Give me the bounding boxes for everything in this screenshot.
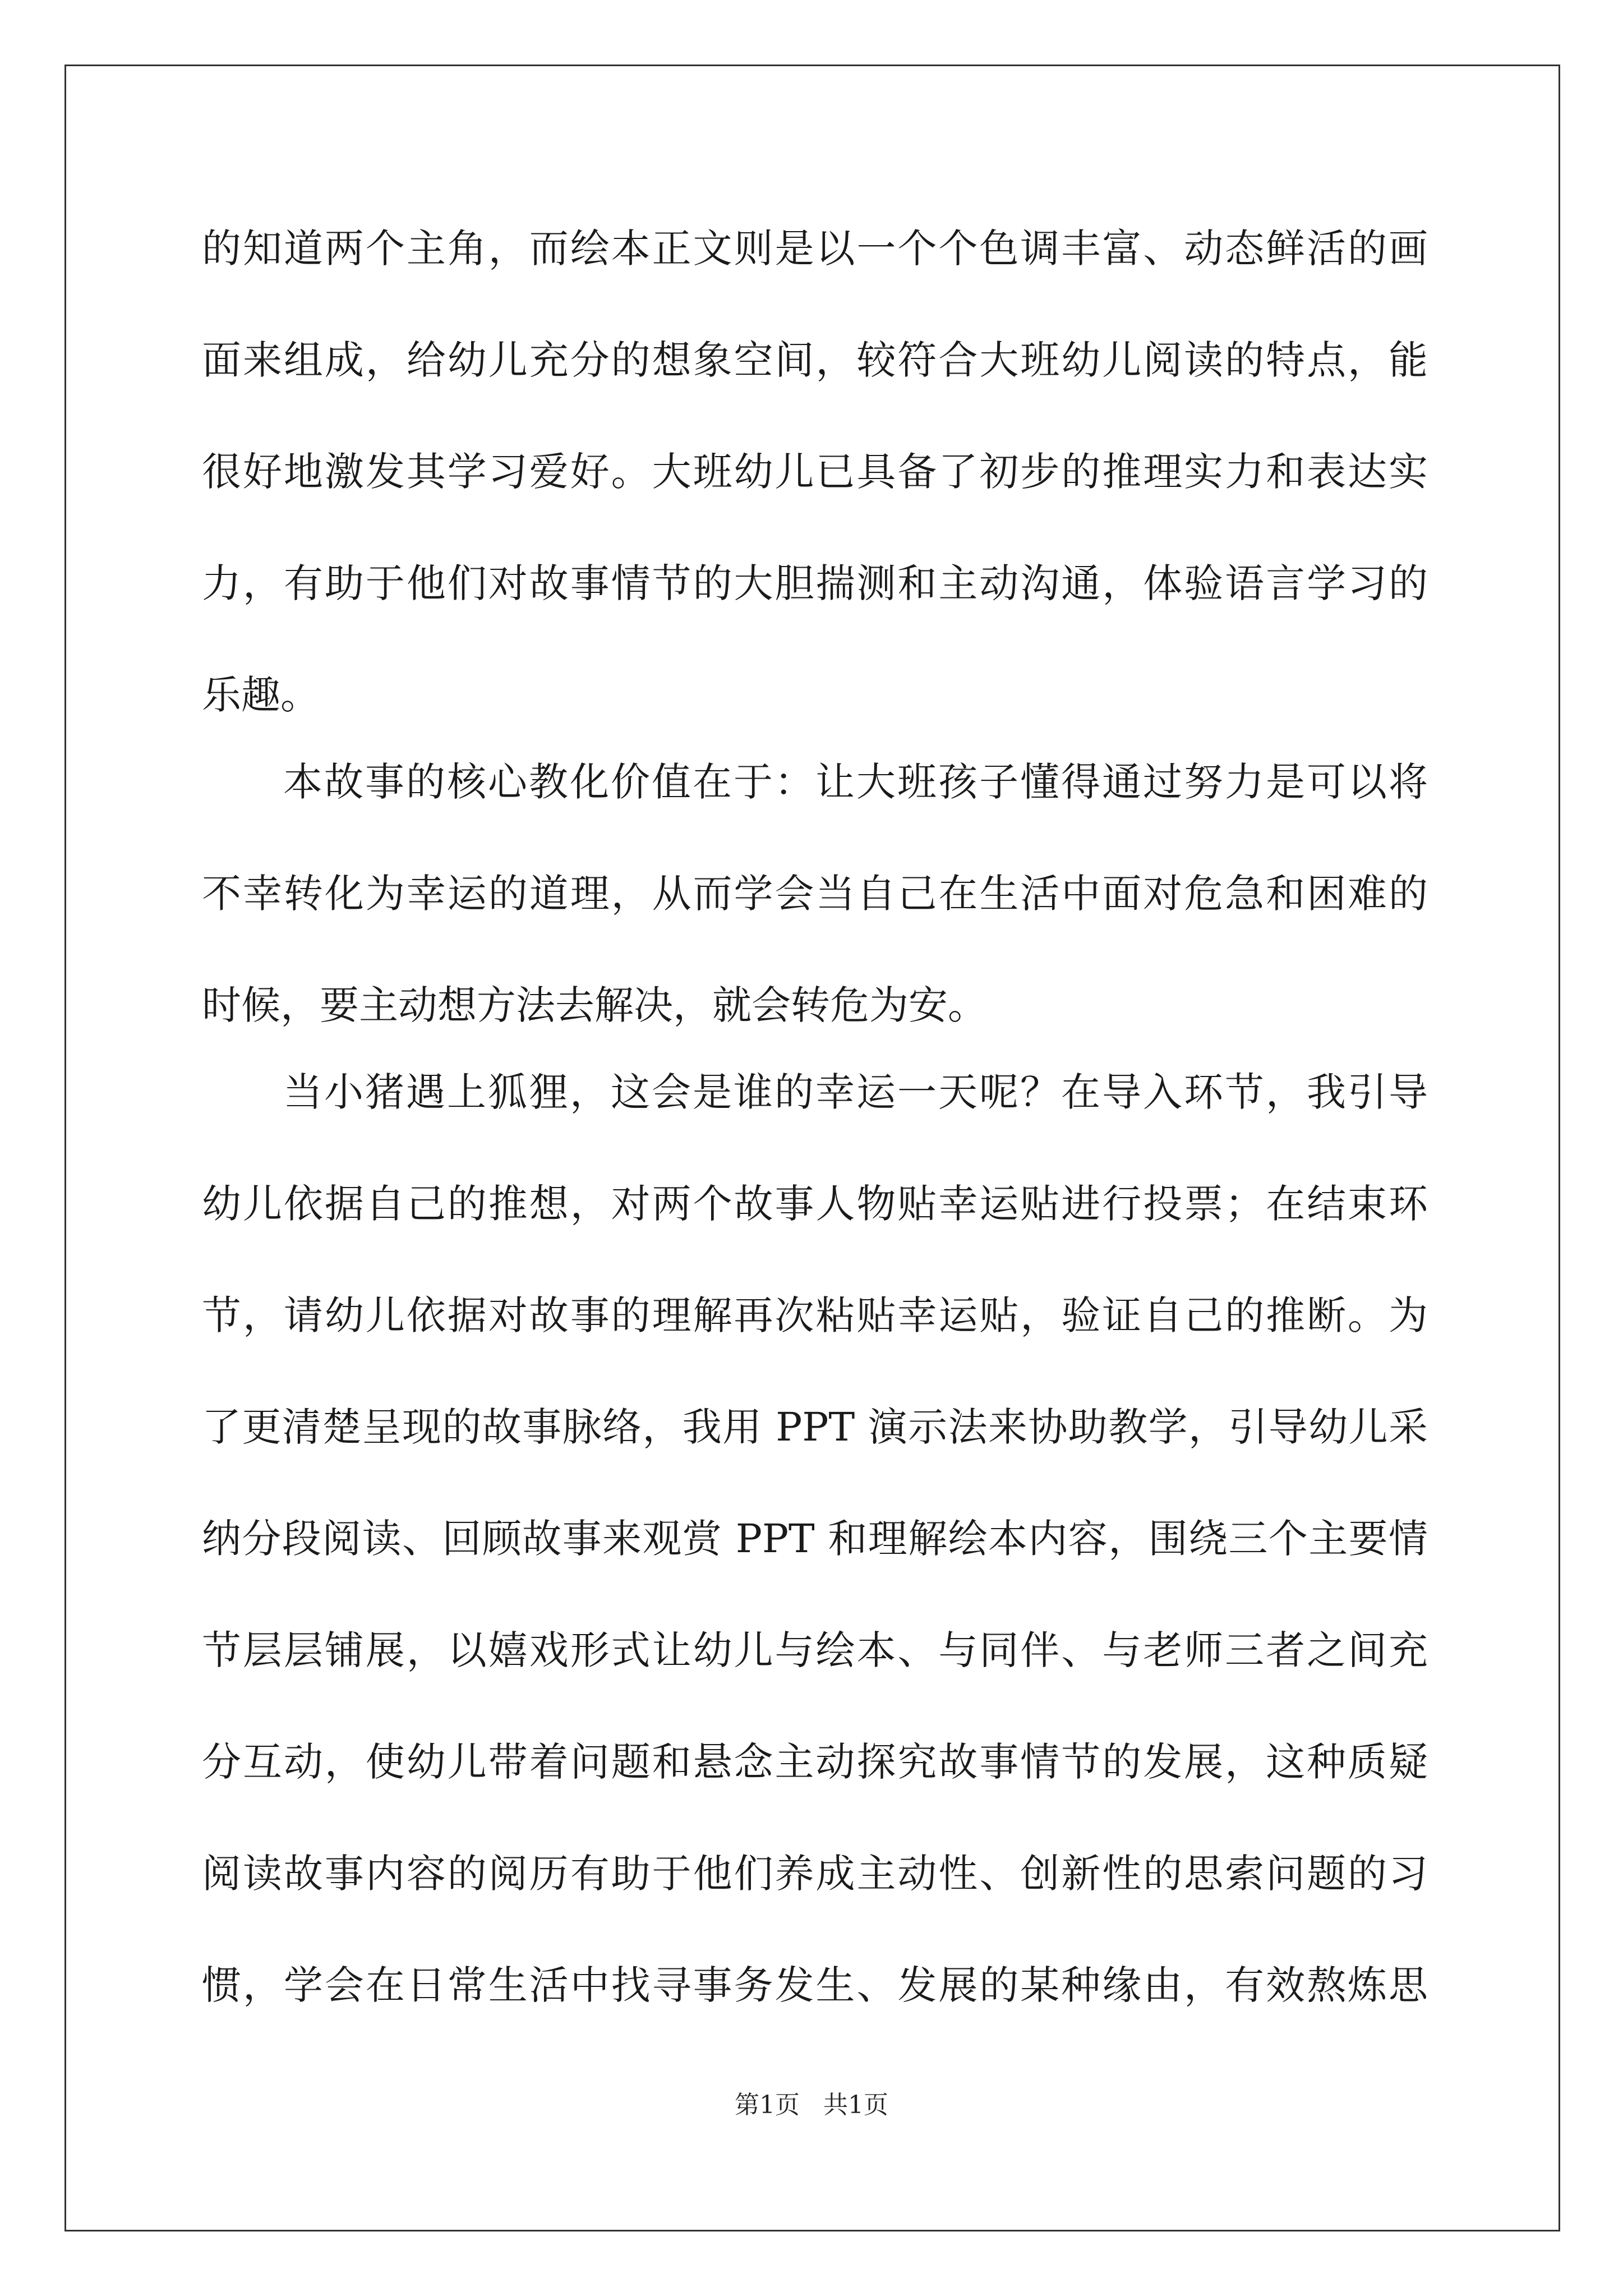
text-line: 了更清楚呈现的故事脉络，我用 PPT 演示法来协助教学，引导幼儿采 <box>202 1404 1428 1450</box>
text-line: 节层层铺展，以嬉戏形式让幼儿与绘本、与同伴、与老师三者之间充 <box>202 1627 1428 1673</box>
text-line: 不幸转化为幸运的道理，从而学会当自己在生活中面对危急和困难的 <box>202 871 1428 917</box>
text-line: 惯，学会在日常生活中找寻事务发生、发展的某种缘由，有效熬炼思 <box>202 1962 1428 2008</box>
text-line: 很好地激发其学习爱好。大班幼儿已具备了初步的推理实力和表达实 <box>202 449 1428 495</box>
page-border <box>64 65 1560 2231</box>
text-line: 幼儿依据自己的推想，对两个故事人物贴幸运贴进行投票；在结束环 <box>202 1181 1428 1227</box>
text-line: 力，有助于他们对故事情节的大胆揣测和主动沟通，体验语言学习的 <box>202 560 1428 606</box>
text-line: 本故事的核心教化价值在于：让大班孩子懂得通过努力是可以将 <box>283 759 1428 805</box>
text-line: 节，请幼儿依据对故事的理解再次粘贴幸运贴，验证自己的推断。为 <box>202 1292 1428 1338</box>
page-footer: 第1页 共1页 <box>735 2091 888 2119</box>
text-line: 时候，要主动想方法去解决，就会转危为安。 <box>202 982 987 1028</box>
text-line: 面来组成，给幼儿充分的想象空间，较符合大班幼儿阅读的特点，能 <box>202 337 1428 383</box>
text-line: 当小猪遇上狐狸，这会是谁的幸运一天呢？在导入环节，我引导 <box>283 1069 1428 1115</box>
text-line: 的知道两个主角，而绘本正文则是以一个个色调丰富、动态鲜活的画 <box>202 226 1428 272</box>
text-line: 分互动，使幼儿带着问题和悬念主动探究故事情节的发展，这种质疑 <box>202 1739 1428 1785</box>
text-line: 阅读故事内容的阅历有助于他们养成主动性、创新性的思索问题的习 <box>202 1851 1428 1897</box>
text-line: 乐趣。 <box>202 672 320 718</box>
text-line: 纳分段阅读、回顾故事来观赏 PPT 和理解绘本内容，围绕三个主要情 <box>202 1516 1428 1562</box>
